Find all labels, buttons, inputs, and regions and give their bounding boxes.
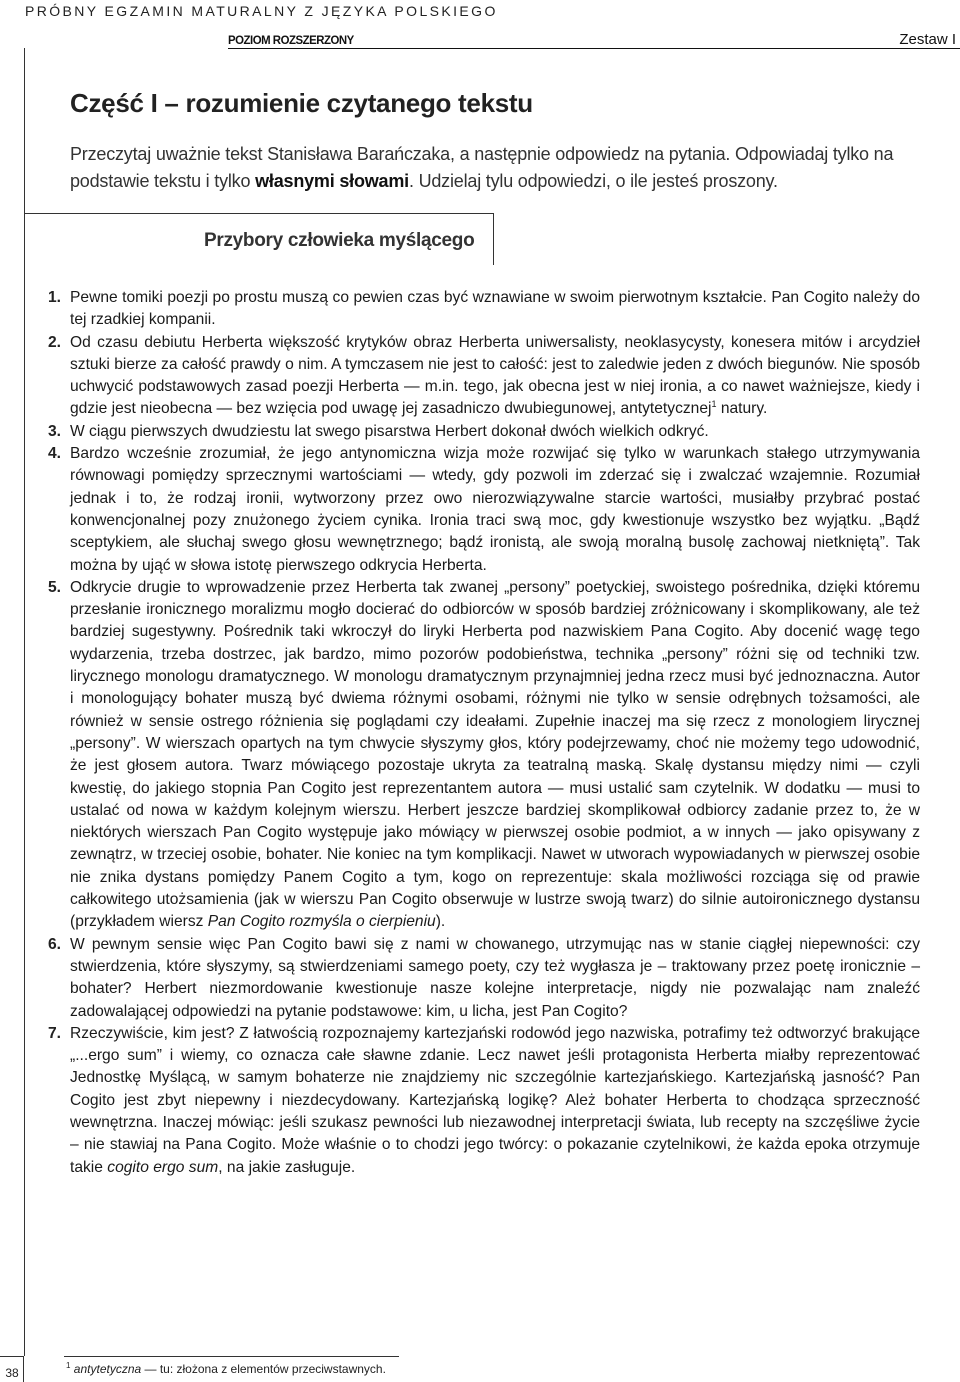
paragraph-text-after: natury. xyxy=(716,400,768,418)
paragraph-text: Pewne tomiki poezji po prostu muszą co pewien czas być wznawiane w swoim pierwotnym kształcie. Pan Cogito należy do tej rzadkiej kompanii. xyxy=(70,289,920,329)
page-number: 38 xyxy=(5,1366,19,1380)
paragraph-number: 1. xyxy=(48,289,62,306)
footnote-rule xyxy=(64,1356,399,1357)
paragraph-text-after: ). xyxy=(435,913,446,931)
paragraph-text: Bardzo wcześnie zrozumiał, że jego antynomiczna wizja może rozwijać się tylko w warunkach stałego utrzymywania równowagi pomiędzy sprzecznymi wartościami — wtedy, gdy pozwoli im zderzać się i zwalczać wzajemnie. Rozumiał jednak i to, że rodzaj ironii, wytworzony przez owo nierozwiązywalne starcie wartości, musiałby przybrać postać konwencjonalnej pozy znużonego życiem cynika. Ironia traci swą moc, gdy kwestionuje wszystko bez wyjątku. „Bądź sceptykiem, ale słuchaj swego głosu wewnętrznego; bądź ironistą, ale swoją moralną busolę zachowaj nietkniętą”. Tak można by ująć w słowa istotę pierwszego odkrycia Herberta. xyxy=(70,445,920,574)
paragraph-7 xyxy=(48,1023,920,1179)
footnote-marker: 1 xyxy=(66,1361,71,1370)
instructions-after: . Udzielaj tylu odpowiedzi, o ile jesteś proszony. xyxy=(408,171,778,191)
paragraph-2 xyxy=(48,332,920,421)
footnote-definition: — tu: złożona z elementów przeciwstawnych. xyxy=(141,1362,386,1376)
exam-title: PRÓBNY EGZAMIN MATURALNY Z JĘZYKA POLSKIEGO xyxy=(25,3,498,19)
header-rule xyxy=(228,48,960,49)
part-heading: Część I – rozumienie czytanego tekstu xyxy=(70,88,533,118)
paragraph-number: 6. xyxy=(48,935,62,953)
paragraph-number: 5. xyxy=(48,578,62,596)
paragraph-number: 3. xyxy=(48,422,62,440)
paragraph-number: 2. xyxy=(48,333,62,351)
paragraph-text: Rzeczywiście, kim jest? Z łatwością rozpoznajemy kartezjański rodowód jego nazwiska, potrafimy też odtworzyć brakujące „...ergo sum” i wiemy, co oznacza całe sławne zdanie. Lecz nawet jeśli protagonista Herberta miałby reprezentować Jednostkę Myślącą, w samym bohaterze nie znajdziemy nic szczególnie kartezjańskiego. Kartezjańską jasność? Pan Cogito jest zbyt niepewny i niezdecydowany. Kartezjańską logikę? Ależ bohater Herberta to chodząca sprzeczność wewnętrzna. Inaczej mówiąc: jeśli szukasz pewności lub niezawodnej interpretacji świata, lub recepty na szczęśliwe życie – nie stawiaj na Pana Cogito. Może właśnie o to chodzi jego twórcy: o pokazanie czytelnikowi, że każda epoka otrzymuje takie xyxy=(70,1024,920,1176)
paragraph-4 xyxy=(48,443,920,577)
paragraph-text: W pewnym sensie więc Pan Cogito bawi się z nami w chowanego, utrzymując nas w stanie ciągłej niepewności: czy stwierdzenia, które słyszymy, są stwierdzeniami samego poety, czy też wygłasza je – traktowany przez poetę ironicznie – bohater? Herbert niezmordowanie kwestionuje nasze kolejne interpretacje, nigdy nie pozwalając nam znaleźć zadowalającej odpowiedzi na pytanie podstawowe: kim, u licha, jest Pan Cogito? xyxy=(70,935,920,1020)
set-label: Zestaw I xyxy=(899,31,956,48)
paragraph-text-after: , na jakie zasługuje. xyxy=(218,1158,356,1176)
paragraph-1 xyxy=(48,287,920,332)
latin-phrase: cogito ergo sum xyxy=(107,1158,219,1176)
paragraph-text: W ciągu pierwszych dwudziestu lat swego pisarstwa Herbert dokonał dwóch wielkich odkryć. xyxy=(70,422,709,440)
paragraph-3 xyxy=(48,421,920,443)
article-body xyxy=(48,287,920,1179)
instructions-before: Przeczytaj uważnie tekst Stanisława Barańczaka, a następnie odpowiedz na pytania. Odpowiadaj tylko na podstawie tekstu i tylko xyxy=(70,144,894,191)
poem-title: Pan Cogito rozmyśla o cierpieniu xyxy=(207,913,436,931)
paragraph-number: 7. xyxy=(48,1024,62,1042)
footnote xyxy=(66,1361,386,1376)
paragraph-6 xyxy=(48,934,920,1023)
text-title: Przybory człowieka myślącego xyxy=(204,230,475,251)
footnote-term: antytetyczna xyxy=(73,1362,142,1376)
level-label: POZIOM ROZSZERZONY xyxy=(228,33,354,47)
paragraph-text: Odkrycie drugie to wprowadzenie przez Herberta tak zwanej „persony” poetyckiej, swoistego pośrednika, dzięki któremu przesłanie ironicznego moralizmu mogło docierać do odbiorców w sposób bardziej zróżnicowany i skomplikowany, ale też bardziej sugestywny. Pośrednik taki wkroczył do liryki Herberta pod nazwiskiem Pana Cogito. Aby docenić wagę tego wydarzenia, trzeba dostrzec, jak bardzo, mimo pozorów podobieństwa, technika „persony” różni się od techniki tzw. lirycznego monologu dramatycznego. W monologu dramatycznym przynajmniej jedna rzecz musi być jednoznaczna. Autor i monologujący bohater muszą być dwiema różnymi osobami, różnymi nie tylko w sensie odrębnych tożsamości, ale również w sensie ostrego różnienia się poglądami czy ideałami. Zupełnie inaczej ma się rzecz z monologiem lirycznej „persony”. W wierszach opartych na tym chwycie słyszymy głos, który podejrzewamy, choć nie możemy tego udowodnić, że jest głosem autora. Twarz mówiącego pozostaje ukryta za teatralną maską. Skalę dystansu między nimi — czyli kwestię, do jakiego stopnia Pan Cogito jest reprezentantem autora — musi ustalić sam czytelnik. W dodatku — musi to ustalać od nowa w każdym kolejnym wierszu. Herbert jeszcze bardziej skomplikował odbiorcy zadanie przez to, że w niektórych wierszach Pan Cogito występuje jako mówiący w pierwszej osobie podmiot, a w innych — jako opisywany z zewnątrz, w trzeciej osobie, bohater. Nie koniec na tym komplikacji. Nawet w utworach wypowiadanych w pierwszej osobie nie znika dystans pomiędzy Panem Cogito a tym, kogo on reprezentuje: skala możliwości rozciąga się od prawie całkowitego utożsamienia (jak w wierszu Pan Cogito obserwuje w lustrze swoją twarz) do silnie autoironicznego dystansu (przykładem wiersz xyxy=(70,578,920,931)
instructions xyxy=(70,141,930,195)
paragraph-5 xyxy=(48,577,920,934)
footnote-ref[interactable]: 1 xyxy=(711,399,717,410)
paragraph-number: 4. xyxy=(48,445,62,463)
paragraph-text: Od czasu debiutu Herberta większość krytyków obraz Herberta uniwersalisty, neoklasycysty, konesera mitów i arcydzieł sztuki bierze za całość prawdy o nim. A tymczasem nie jest to całość: jest to zaledwie jeden z dwóch biegunów. Nie sposób uchwycić podstawowych zasad poezji Herberta — m.in. tego, jak obecna jest w niej ironia, a co nawet ważniejsze, kiedy i gdzie jest nieobecna — bez wzięcia pod uwagę jej zasadniczo dwubiegunowej, antytetycznej xyxy=(70,333,920,418)
instructions-bold: własnymi słowami xyxy=(255,171,409,191)
